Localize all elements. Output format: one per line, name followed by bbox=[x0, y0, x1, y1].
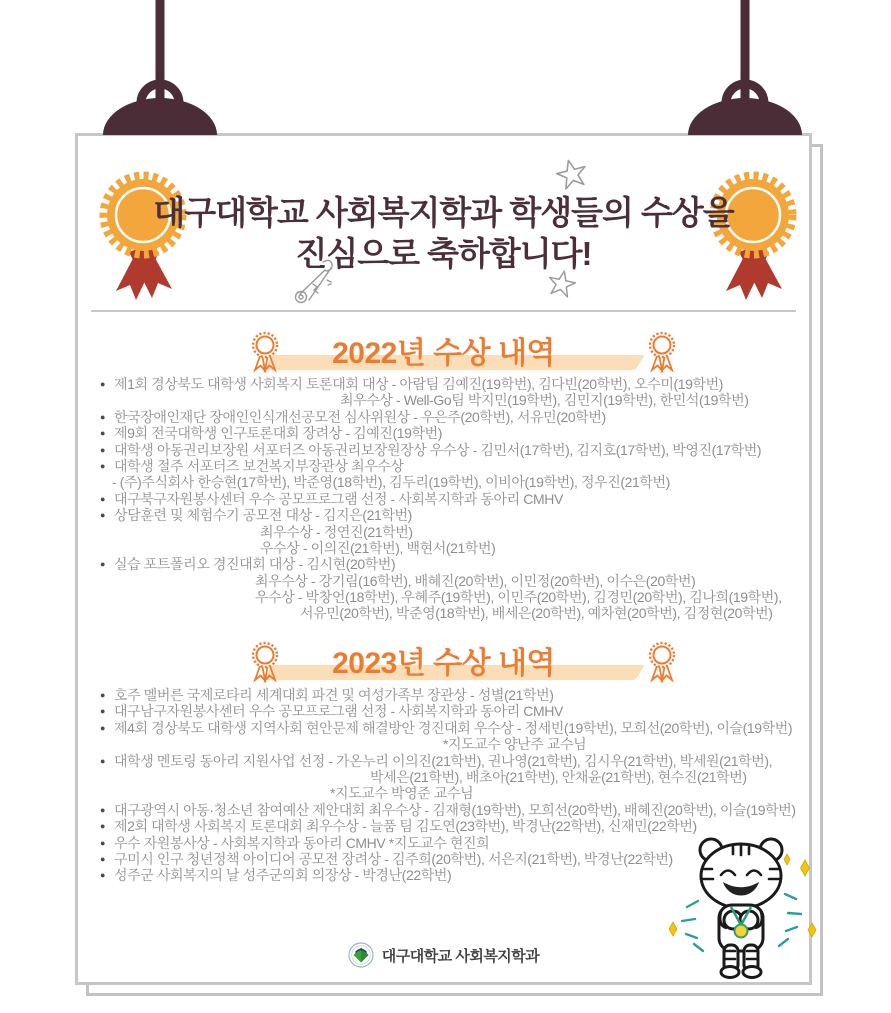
bullet-icon: ● bbox=[100, 460, 106, 471]
bullet-icon: ● bbox=[100, 559, 106, 570]
award-line bbox=[100, 507, 782, 523]
award-text: 상담훈련 및 체험수기 공모전 대상 - 김지은(21학번) bbox=[114, 507, 412, 524]
award-text: 실습 포트폴리오 경진대회 대상 - 김시현(20학번) bbox=[114, 556, 396, 573]
award-text: 구미시 인구 청년정책 아이디어 공모전 장려상 - 김주희(20학번), 서은지(21학번), 박경난(22학번) bbox=[114, 850, 673, 867]
award-text: 최우수상 - Well-Go팀 박지민(19학번), 김민지(19학번), 한민석(19학번) bbox=[340, 392, 749, 409]
award-text: 제2회 대학생 사회복지 토론대회 최우수상 - 늘품 팀 김도연(23학번), 박경난(22학번), 신재민(22학번) bbox=[114, 818, 697, 835]
award-line bbox=[100, 736, 796, 752]
award-line bbox=[100, 769, 796, 785]
bullet-icon: ● bbox=[100, 722, 106, 733]
hanging-pin-icon bbox=[680, 0, 810, 135]
award-line bbox=[100, 556, 782, 572]
award-text: 성주군 사회복지의 날 성주군의회 의장상 - 박경난(22학번) bbox=[114, 867, 452, 884]
award-text: 최우수상 - 정연진(21학번) bbox=[260, 523, 413, 540]
bullet-icon: ● bbox=[100, 870, 106, 881]
bullet-icon: ● bbox=[100, 755, 106, 766]
award-text: 대구광역시 아동·청소년 참여예산 제안대회 최우수상 - 김재형(19학번), 모희선(20학번), 배혜진(20학번), 이슬(19학번) bbox=[114, 801, 796, 818]
award-line bbox=[100, 573, 782, 589]
bullet-icon: ● bbox=[100, 493, 106, 504]
university-emblem-icon bbox=[348, 942, 374, 968]
rosette-outline-icon bbox=[645, 330, 679, 373]
award-list-2022 bbox=[100, 376, 782, 622]
award-text: *지도교수 양난주 교수님 bbox=[443, 736, 587, 753]
bullet-icon: ● bbox=[100, 821, 106, 832]
award-line bbox=[100, 703, 796, 719]
award-text: 제4회 경상북도 대학생 지역사회 현안문제 해결방안 경진대회 우수상 - 정세빈(19학번), 모희선(20학번), 이슬(19학번) bbox=[114, 719, 793, 736]
award-line bbox=[100, 409, 782, 425]
award-line bbox=[100, 605, 782, 621]
award-text: 서유민(20학번), 박준영(18학번), 배세은(20학번), 예차현(20학번), 김정현(20학번) bbox=[300, 605, 773, 622]
award-text: 대학생 아동권리보장원 서포터즈 아동권리보장원장상 우수상 - 김민서(17학번), 김지호(17학번), 박영진(17학번) bbox=[114, 441, 762, 458]
award-line bbox=[100, 687, 796, 703]
award-text: 대학생 절주 서포터즈 보건복지부장관상 최우수상 bbox=[114, 457, 404, 474]
award-line bbox=[100, 474, 782, 490]
award-text: 제1회 경상북도 대학생 사회복지 토론대회 대상 - 아람팀 김예진(19학번), 김다빈(20학번), 오수미(19학번) bbox=[114, 376, 723, 392]
award-text: 우수 자원봉사상 - 사회복지학과 동아리 CMHV *지도교수 현진희 bbox=[114, 834, 490, 851]
poster-title-line2: 진심으로 축하합니다! bbox=[295, 235, 592, 272]
award-text: 대학생 멘토링 동아리 지원사업 선정 - 가온누리 이의진(21학번), 권나영(21학번), 김시우(21학번), 박세원(21학번), bbox=[114, 752, 773, 769]
award-text: - (주)주식회사 한승현(17학번), 박준영(18학번), 김두리(19학번), 이비아(19학번), 정우진(21학번) bbox=[112, 474, 670, 491]
award-line bbox=[100, 753, 796, 769]
award-text: 호주 멜버른 국제로타리 세계대회 파견 및 여성가족부 장관상 - 성별(21학번) bbox=[114, 687, 554, 703]
award-text: 최우수상 - 강기림(16학번), 배혜진(20학번), 이민정(20학번), 이수은(20학번) bbox=[255, 572, 696, 589]
award-line bbox=[100, 589, 782, 605]
bullet-icon: ● bbox=[100, 804, 106, 815]
award-line bbox=[100, 785, 796, 801]
award-text: 대구남구자원봉사센터 우수 공모프로그램 선정 - 사회복지학과 동아리 CMHV bbox=[114, 703, 563, 720]
award-line bbox=[100, 458, 782, 474]
award-line bbox=[100, 524, 782, 540]
poster-title bbox=[78, 192, 809, 274]
award-line bbox=[100, 491, 782, 507]
award-line bbox=[100, 802, 796, 818]
bullet-icon: ● bbox=[100, 428, 106, 439]
award-line bbox=[100, 540, 782, 556]
hanging-pin-icon bbox=[95, 0, 225, 135]
bullet-icon: ● bbox=[100, 853, 106, 864]
bullet-icon: ● bbox=[100, 379, 106, 389]
star-outline-icon bbox=[555, 158, 589, 192]
footer-logo bbox=[78, 942, 809, 968]
divider bbox=[91, 310, 796, 312]
award-line bbox=[100, 720, 796, 736]
footer-logo-text: 대구대학교 사회복지학과 bbox=[381, 947, 540, 965]
award-text: 박세은(21학번), 배초아(21학번), 안채윤(21학번), 현수진(21학번) bbox=[370, 768, 747, 785]
award-line bbox=[100, 442, 782, 458]
poster-title-line1: 대구대학교 사회복지학과 학생들의 수상을 bbox=[153, 194, 734, 231]
award-text: 대구북구자원봉사센터 우수 공모프로그램 선정 - 사회복지학과 동아리 CMHV bbox=[114, 490, 563, 507]
section-title-2023: 2023년 수상 내역 bbox=[332, 647, 555, 680]
award-text: 우수상 - 이의진(21학번), 백현서(21학번) bbox=[260, 539, 496, 556]
bullet-icon: ● bbox=[100, 444, 106, 455]
bullet-icon: ● bbox=[100, 706, 106, 717]
award-text: 우수상 - 박창언(18학번), 우혜주(19학번), 이민주(20학번), 김경민(20학번), 김나희(19학번), bbox=[255, 589, 782, 606]
poster-card bbox=[75, 133, 812, 985]
award-text: 제9회 전국대학생 인구토론대회 장려상 - 김예진(19학번) bbox=[114, 425, 442, 442]
bullet-icon: ● bbox=[100, 690, 106, 700]
award-text: 한국장애인재단 장애인인식개선공모전 심사위원상 - 우은주(20학번), 서유민(20학번) bbox=[114, 408, 606, 425]
bullet-icon: ● bbox=[100, 411, 106, 422]
award-line bbox=[100, 376, 782, 392]
section-header-2022 bbox=[78, 328, 809, 376]
bullet-icon: ● bbox=[100, 837, 106, 848]
section-header-2023 bbox=[78, 638, 809, 686]
rosette-outline-icon bbox=[645, 640, 679, 683]
bullet-icon: ● bbox=[100, 510, 106, 521]
award-line bbox=[100, 425, 782, 441]
award-text: *지도교수 박영준 교수님 bbox=[330, 785, 474, 802]
section-title-2022: 2022년 수상 내역 bbox=[332, 337, 555, 370]
award-line bbox=[100, 392, 782, 408]
